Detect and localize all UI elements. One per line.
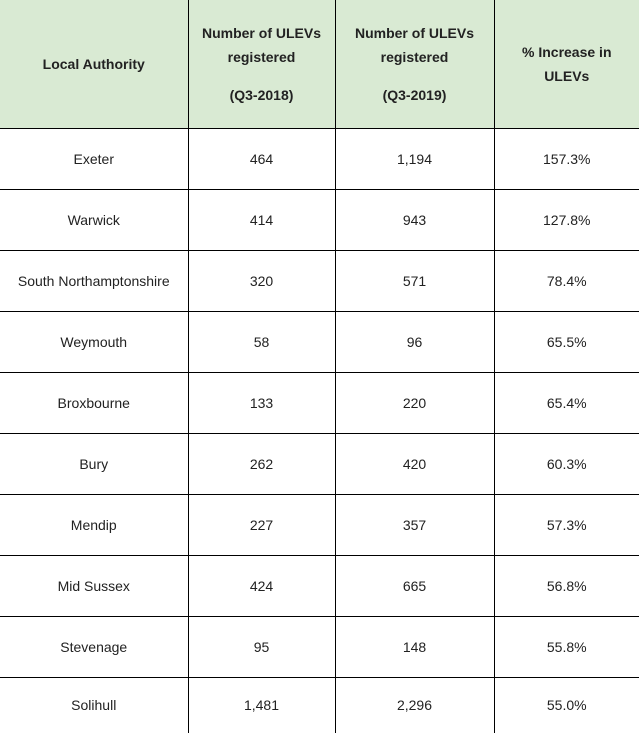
header-local-authority: Local Authority <box>0 0 188 128</box>
percent-increase-cell: 65.5% <box>494 311 639 372</box>
local-authority-cell: Bury <box>0 433 188 494</box>
local-authority-cell: Warwick <box>0 189 188 250</box>
percent-increase-cell: 57.3% <box>494 494 639 555</box>
percent-increase-cell: 78.4% <box>494 250 639 311</box>
table-row <box>0 555 639 616</box>
ulevs-2019-cell: 96 <box>335 311 494 372</box>
local-authority-cell: South Northamptonshire <box>0 250 188 311</box>
ulevs-2018-cell: 262 <box>188 433 335 494</box>
local-authority-cell: Broxbourne <box>0 372 188 433</box>
table-row <box>0 616 639 677</box>
table-row <box>0 372 639 433</box>
ulevs-2018-cell: 227 <box>188 494 335 555</box>
percent-increase-cell: 55.8% <box>494 616 639 677</box>
ulevs-2018-cell: 1,481 <box>188 677 335 733</box>
ulevs-2018-cell: 133 <box>188 372 335 433</box>
ulevs-2019-cell: 148 <box>335 616 494 677</box>
ulevs-2019-cell: 420 <box>335 433 494 494</box>
table-row <box>0 189 639 250</box>
ulevs-2019-cell: 2,296 <box>335 677 494 733</box>
percent-increase-cell: 127.8% <box>494 189 639 250</box>
table-row <box>0 250 639 311</box>
ulevs-2018-cell: 58 <box>188 311 335 372</box>
table-row <box>0 494 639 555</box>
local-authority-cell: Mendip <box>0 494 188 555</box>
percent-increase-cell: 157.3% <box>494 128 639 189</box>
percent-increase-cell: 65.4% <box>494 372 639 433</box>
ulevs-2019-cell: 220 <box>335 372 494 433</box>
header-row <box>0 0 639 128</box>
percent-increase-cell: 60.3% <box>494 433 639 494</box>
ulevs-2018-cell: 95 <box>188 616 335 677</box>
table-row <box>0 128 639 189</box>
header-ulevs-q3-2018: Number of ULEVs registered (Q3-2018) <box>188 0 335 128</box>
percent-increase-cell: 55.0% <box>546 697 587 714</box>
header-ulevs-q3-2019: Number of ULEVs registered (Q3-2019) <box>335 0 494 128</box>
local-authority-cell: Exeter <box>0 128 188 189</box>
local-authority-cell: Stevenage <box>0 616 188 677</box>
ulevs-2019-cell: 357 <box>335 494 494 555</box>
header-percent-increase: % Increase in ULEVs <box>494 0 639 128</box>
ulevs-2019-cell: 1,194 <box>335 128 494 189</box>
table-row <box>0 311 639 372</box>
table-row <box>0 433 639 494</box>
ulevs-2019-cell: 665 <box>335 555 494 616</box>
ulevs-2018-cell: 424 <box>188 555 335 616</box>
local-authority-cell: Solihull <box>0 677 188 733</box>
ulevs-2019-cell: 943 <box>335 189 494 250</box>
local-authority-cell: Weymouth <box>0 311 188 372</box>
ulevs-2018-cell: 320 <box>188 250 335 311</box>
ulevs-2018-cell: 414 <box>188 189 335 250</box>
ulevs-2019-cell: 571 <box>335 250 494 311</box>
local-authority-cell: Mid Sussex <box>0 555 188 616</box>
table-row <box>0 677 639 733</box>
percent-increase-cell: 56.8% <box>494 555 639 616</box>
ulevs-2018-cell: 464 <box>188 128 335 189</box>
